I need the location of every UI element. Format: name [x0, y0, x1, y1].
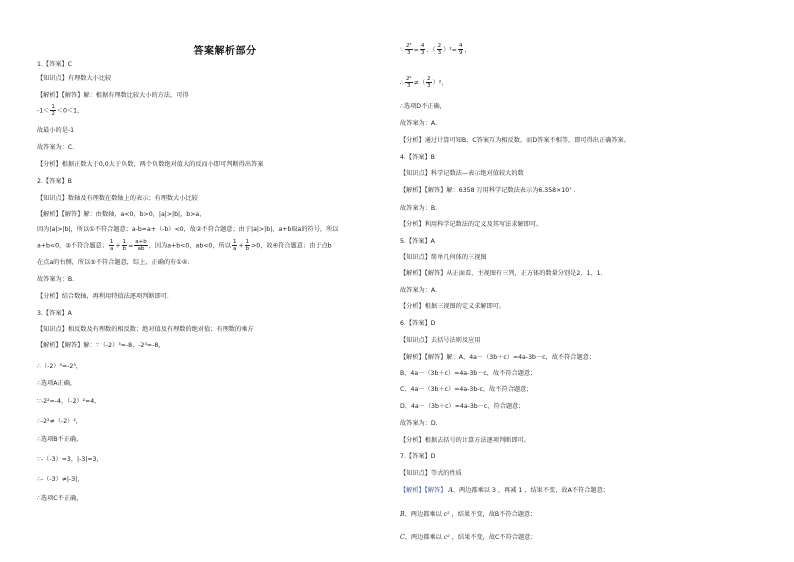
q2-analysis-4: 在点a的右侧，所以⑤不符合题意，综上，正确的有①④. — [37, 259, 190, 266]
q6-analysis-4: D、4a－（3b＋c）=4a-3b－c，符合题意； — [400, 403, 525, 410]
q3-option-d-1: ∵ $\frac{\text{2²}}{3}$ = $\frac{4}{3}$ ，（ $\frac{2}{3}$ ）²= $\frac{4}{9}$ ， — [400, 43, 471, 56]
q7-analysis-2: B、两边都乘以 c² ，结果不变，故B不符合题意； — [400, 511, 537, 518]
q2-knowledge-point: 【知识点】数轴及有理数在数轴上的表示；有理数大小比较 — [37, 195, 198, 202]
q3-analysis-note: 【分析】通过计算可知B、C答案互为相反数，而D答案不相等，即可得出正确答案。 — [400, 137, 630, 144]
q4-answer: 4.【答案】B — [400, 154, 435, 161]
q1-answer: 1.【答案】C — [37, 61, 72, 68]
q6-knowledge-point: 【知识点】去括号法则及应用 — [400, 337, 481, 344]
q3-analysis-8: ∴-（-3）≠|-3|， — [37, 476, 84, 483]
q3-option-d-3: ∴选项D不正确， — [400, 103, 446, 110]
q2-answer: 2.【答案】B — [37, 178, 72, 185]
q3-analysis-6: ∴选项B不正确， — [37, 436, 83, 443]
q7-knowledge-point: 【知识点】等式的性质 — [400, 470, 462, 477]
q1-analysis-note: 【分析】根据正数大于0,0大于负数，两个负数绝对值大的反而小即可判断得出答案 — [37, 161, 264, 168]
q1-knowledge-point: 【知识点】有理数大小比较 — [37, 75, 112, 82]
q7-analysis-3: C、两边都乘以 c² ，结果不变，故C不符合题意； — [400, 534, 537, 541]
q2-selection: 故答案为：B. — [37, 276, 75, 283]
q1-minimum: 故最小的是-1 — [37, 127, 75, 134]
q3-analysis-3: ∴选项A正确， — [37, 380, 77, 387]
q2-analysis-2: 因为|a|>|b|，所以①不符合题意；a-b=a+（-b）<0，故②不符合题意；由于|a|>|b|，a+b取a的符号，所以 — [37, 226, 339, 233]
q6-analysis-2: B、4a－（3b＋c）=4a-3b－c，故不符合题意； — [400, 370, 537, 377]
q6-analysis-note: 【分析】根据去括号的计算方法逐项判断即可。 — [400, 437, 530, 444]
q7-analysis-1: 【解析】【解答】 A、两边都乘以 3 ，再减 1 ，结果不变，故A不符合题意； — [400, 487, 609, 494]
q3-analysis-7: ∵-（-3）=3，|-3|=3， — [37, 456, 103, 463]
q4-knowledge-point: 【知识点】科学记数法—表示绝对值较大的数 — [400, 170, 524, 177]
q5-analysis-note: 【分析】根据三视图的定义求解即可。 — [400, 303, 506, 310]
q3-answer: 3.【答案】A — [37, 310, 72, 317]
q3-option-d-2: ∴ $\frac{\text{2²}}{3}$ ≠（ $\frac{2}{3}$ ）²， — [400, 76, 448, 89]
q1-inequality: -1＜ $\frac{1}{2}$ ＜0＜1， — [37, 104, 84, 117]
q4-analysis-note: 【分析】利用科学记数法的定义及其写法求解即可。 — [400, 221, 543, 228]
q3-analysis-5: ∴-2²≠（-2）²， — [37, 418, 82, 425]
q3-analysis-4: ∵-2²=-4，（-2）²=4， — [37, 398, 101, 405]
q3-analysis-2: ∴（-2）³=-2³， — [37, 363, 82, 370]
q1-selection: 故答案为：C. — [37, 144, 75, 151]
q3-selection: 故答案为：A. — [400, 120, 438, 127]
q4-selection: 故答案为：B. — [400, 205, 438, 212]
q4-analysis: 【解析】【解答】解：6358 万用科学记数法表示为6.358×10⁷ . — [400, 187, 576, 194]
q3-analysis-1: 【解析】【解答】解：∵（-2）³=-8，-2³=-8， — [37, 342, 165, 349]
page-title: 答案解析部分 — [193, 46, 257, 57]
q2-analysis-1: 【解析】【解答】解：由数轴，a<0，b>0，|a|>|b|，b>a， — [37, 211, 206, 218]
q1-analysis: 【解析】【解答】解：根据有理数比较大小的方法，可得 — [37, 92, 189, 99]
q2-analysis-note: 【分析】结合数轴，再利用特值法逐项判断即可. — [37, 293, 169, 300]
q6-analysis-3: C、4a－（3b＋c）=4a-3b-c，故不符合题意； — [400, 386, 533, 393]
q3-analysis-9: ∴选项C不正确， — [37, 495, 83, 502]
fraction: $\frac{1}{2}$ — [51, 104, 55, 117]
q3-knowledge-point: 【知识点】相反数及有理数的相反数；绝对值及有理数的绝对值；有理数的乘方 — [37, 326, 254, 333]
q5-selection: 故答案为：A. — [400, 287, 438, 294]
q5-knowledge-point: 【知识点】简单几何体的三视图 — [400, 254, 487, 261]
q5-analysis: 【解析】【解答】从正面看，主视图有三列，正方体的数量分别是2、1、1. — [400, 270, 603, 277]
q5-answer: 5.【答案】A — [400, 238, 435, 245]
q6-analysis-1: 【解析】【解答】解：A、4a－（3b＋c）=4a-3b－c，故不符合题意； — [400, 354, 596, 361]
q6-answer: 6.【答案】D — [400, 320, 436, 327]
q7-answer: 7.【答案】D — [400, 453, 436, 460]
q2-analysis-3: a+b<0，③不符合题意； $\frac{1}{a}$ + $\frac{1}{b}$ = $\frac{a+b}{ab}$ ，因为a+b<0，ab<0，所以 $\frac{1}{a}$ + $\frac{1}{b}$ >0，故④符合题意；由于点b — [37, 239, 332, 252]
q6-selection: 故答案为：D. — [400, 420, 438, 427]
